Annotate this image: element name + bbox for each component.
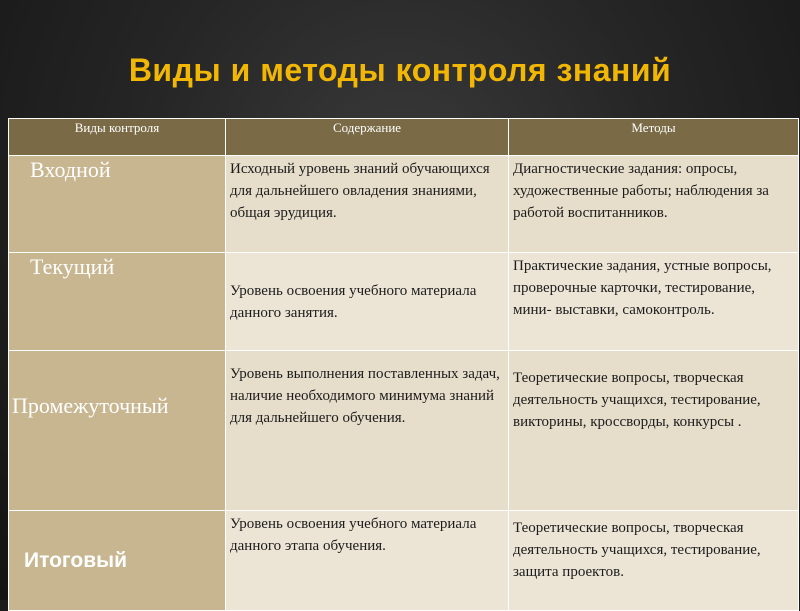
row-header-label: Текущий: [30, 254, 115, 279]
row-header-intermediate: [9, 351, 226, 511]
slide-title: Виды и методы контроля знаний: [128, 52, 672, 88]
row-header-input: [9, 156, 226, 253]
row-header-label: Промежуточный: [12, 393, 169, 418]
table-row: [9, 156, 799, 253]
methods-cell: Диагностические задания: опросы, художественные работы; наблюдения за работой воспитанников.: [509, 156, 799, 253]
column-header-content: Содержание: [226, 119, 509, 156]
column-header-methods: Методы: [509, 119, 799, 156]
content-cell: Уровень освоения учебного материала данного этапа обучения.: [226, 511, 509, 611]
methods-cell: Практические задания, устные вопросы, проверочные карточки, тестирование, мини- выставки, самоконтроль.: [509, 253, 799, 351]
table-header-row: [9, 119, 799, 156]
row-header-label: Итоговый: [24, 549, 127, 572]
content-cell: Уровень освоения учебного материала данного занятия.: [226, 253, 509, 351]
column-header-types: Виды контроля: [9, 119, 226, 156]
table-row: [9, 351, 799, 511]
content-cell: Уровень выполнения поставленных задач, наличие необходимого минимума знаний для дальнейшего обучения.: [226, 351, 509, 511]
methods-cell: Теоретические вопросы, творческая деятельность учащихся, тестирование, защита проектов.: [509, 511, 799, 611]
table-row: [9, 511, 799, 611]
methods-cell: Теоретические вопросы, творческая деятельность учащихся, тестирование, викторины, кроссворды, конкурсы .: [509, 351, 799, 511]
row-header-final: [9, 511, 226, 611]
row-header-label: Входной: [30, 157, 111, 182]
row-header-current: [9, 253, 226, 351]
control-types-table: [8, 118, 799, 611]
content-cell: Исходный уровень знаний обучающихся для дальнейшего овладения знаниями, общая эрудиция.: [226, 156, 509, 253]
table-row: [9, 253, 799, 351]
